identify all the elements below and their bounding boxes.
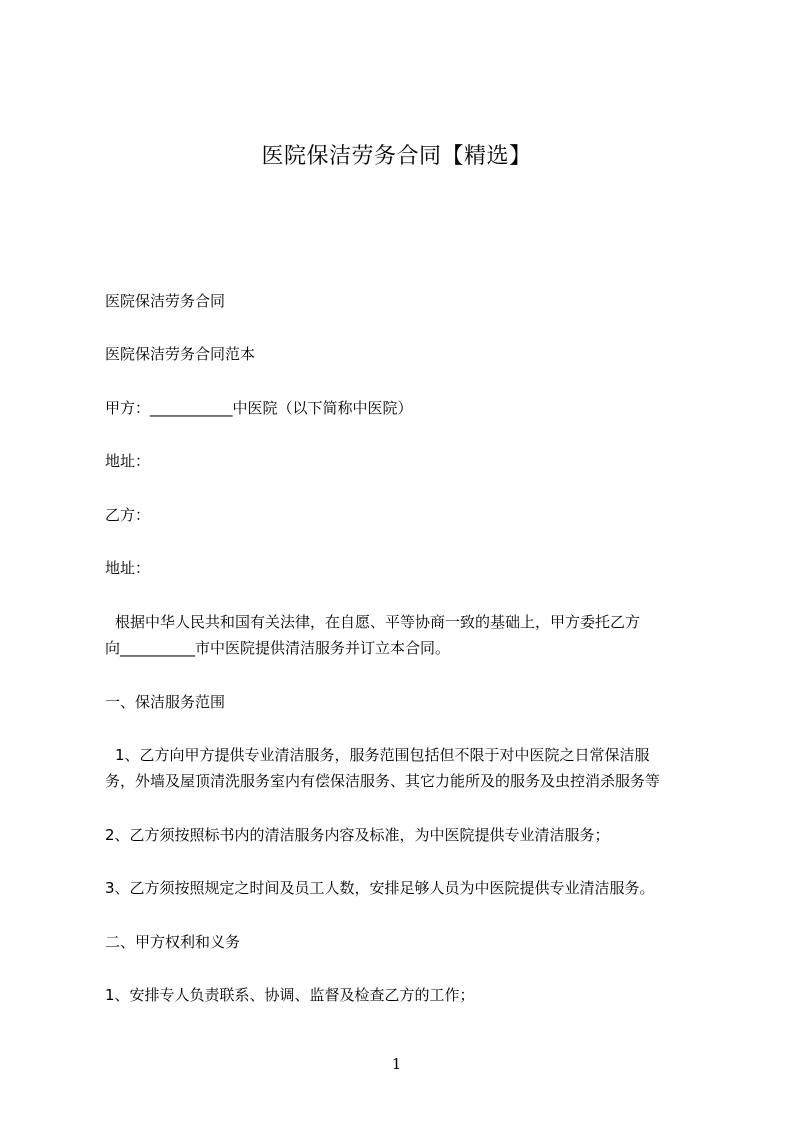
document-title: 医院保洁劳务合同【精选】 xyxy=(261,144,532,169)
clause-2-1: 1、安排专人负责联系、协调、监督及检查乙方的工作； xyxy=(105,986,475,1004)
page-number: 1 xyxy=(391,1055,402,1073)
clause-1-1-line-2: 务，外墙及屋顶清洗服务室内有偿保洁服务、其它力能所及的服务及虫控消杀服务等 xyxy=(105,772,661,790)
clause-1-3: 3、乙方须按照规定之时间及员工人数，安排足够人员为中医院提供专业清洁服务。 xyxy=(105,879,655,897)
party-b-address: 地址： xyxy=(105,559,151,577)
clause-1-2: 2、乙方须按照标书内的清洁服务内容及标准，为中医院提供专业清洁服务； xyxy=(105,826,610,844)
paragraph-subheading: 医院保洁劳务合同范本 xyxy=(105,345,256,363)
preamble-line-2: 向__________市中医院提供清洁服务并订立本合同。 xyxy=(105,639,451,657)
paragraph-heading: 医院保洁劳务合同 xyxy=(105,292,226,310)
section-heading-1: 一、保洁服务范围 xyxy=(105,693,226,711)
party-a-line: 甲方：___________中医院（以下简称中医院） xyxy=(105,399,413,417)
section-heading-2: 二、甲方权利和义务 xyxy=(105,933,241,951)
preamble-line-1: 根据中华人民共和国有关法律，在自愿、平等协商一致的基础上，甲方委托乙方 xyxy=(115,613,641,631)
clause-1-1-line-1: 1、乙方向甲方提供专业清洁服务，服务范围包括但不限于对中医院之日常保洁服 xyxy=(115,746,650,764)
party-a-address: 地址： xyxy=(105,452,151,470)
party-b-line: 乙方： xyxy=(105,506,151,524)
